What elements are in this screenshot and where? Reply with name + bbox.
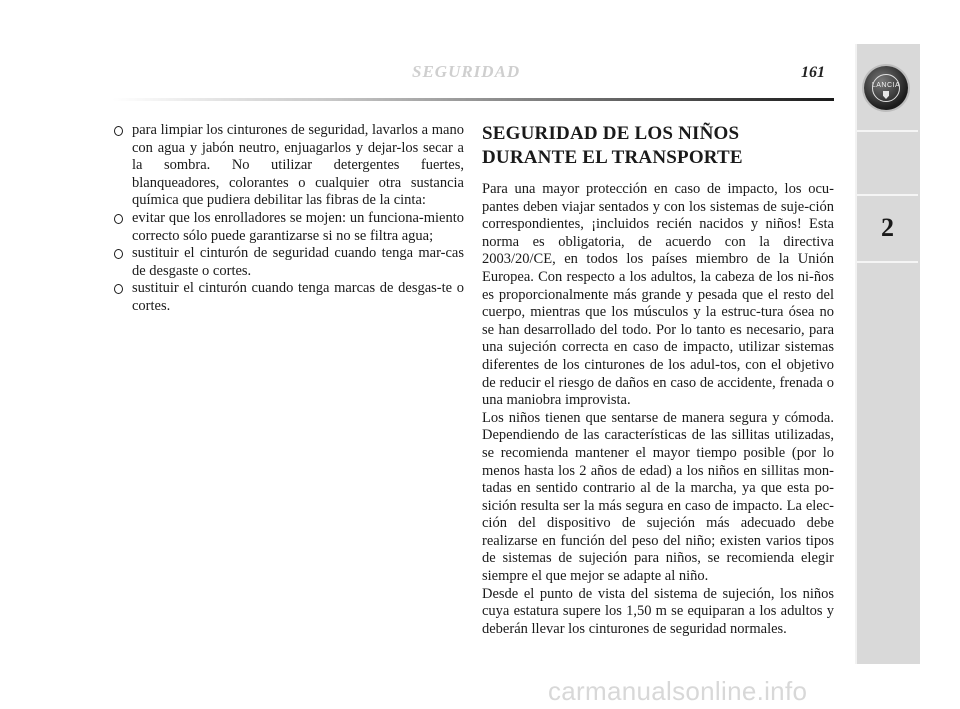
heading-line-1: SEGURIDAD DE LOS NIÑOS xyxy=(482,123,740,144)
circle-bullet-icon xyxy=(114,249,123,259)
left-column xyxy=(112,122,464,316)
list-item xyxy=(112,122,464,210)
chapter-tab[interactable]: 2 xyxy=(881,213,894,242)
list-item-text: para limpiar los cinturones de seguridad, lavarlos a mano con agua y jabón neutro, enjuagarlos y dejar-los secar a la sombra. No utilizar detergentes fuertes, blanqueadores, colorantes o cualquier otra sustancia química que pudiera debilitar las fibras de la cinta: xyxy=(132,122,464,209)
chapter-sidebar xyxy=(855,44,920,664)
list-item xyxy=(112,245,464,280)
body-paragraph: Los niños tienen que sentarse de manera segura y cómoda. Dependiendo de las características de las sillitas utilizadas, se recomienda mantener el mayor tiempo posible (por lo menos hasta los 2 años de edad) a los niños en sillitas mon-tadas en sentido contrario al de la marcha, ya que esta po-sición resulta ser la más segura en caso de impacto. La elec-ción del dispositivo de sujeción más adecuado debe realizarse en función del peso del niño; existen varios tipos de sistemas de sujeción para niños, se recomienda elegir siempre el que mejor se adapte al niño. xyxy=(482,409,834,585)
list-item-text: evitar que los enrolladores se mojen: un funciona-miento correcto sólo puede garantizarse si no se filtra agua; xyxy=(132,209,464,244)
list-item xyxy=(112,280,464,315)
watermark: carmanualsonline.info xyxy=(548,676,808,706)
right-column xyxy=(482,122,834,638)
lancia-logo-icon xyxy=(864,66,908,110)
circle-bullet-icon xyxy=(114,284,123,294)
heading-line-2: DURANTE EL TRANSPORTE xyxy=(482,147,743,168)
header-rule xyxy=(112,98,834,101)
list-item-text: sustituir el cinturón cuando tenga marcas de desgas-te o cortes. xyxy=(132,280,464,314)
list-item xyxy=(112,210,464,245)
circle-bullet-icon xyxy=(114,126,123,136)
logo-text: LANCIA xyxy=(871,82,901,89)
section-title: SEGURIDAD xyxy=(412,62,521,81)
page-number: 161 xyxy=(801,64,825,81)
body-paragraph: Para una mayor protección en caso de impacto, los ocu-pantes deben viajar sentados y con los sistemas de suje-ción correspondientes, ¡incluidos recién nacidos y niños! Esta norma es obligatoria, de acuerdo con la directiva 2003/20/CE, en todos los países miembro de la Unión Europea. Con respecto a los adultos, la cabeza de los ni-ños es proporcionalmente más grande y pesada que el resto del cuerpo, mientras que los músculos y la estruc-tura ósea no se han desarrollado del todo. Por lo tanto es necesario, para una sujeción correcta en caso de impacto, utilizar sistemas diferentes de los cinturones de los adul-tos, con el objetivo de reducir el riesgo de daños en caso de accidente, frenada o una maniobra improvista. xyxy=(482,181,834,409)
body-paragraph: Desde el punto de vista del sistema de sujeción, los niños cuya estatura supere los 1,50 m se equiparan a los adultos y deberán llevar los cinturones de seguridad normales. xyxy=(482,585,834,637)
sidebar-divider xyxy=(857,130,918,132)
sidebar-divider xyxy=(857,261,918,263)
section-heading xyxy=(482,122,834,170)
list-item-text: sustituir el cinturón de seguridad cuando tenga mar-cas de desgaste o cortes. xyxy=(132,245,464,279)
circle-bullet-icon xyxy=(114,214,123,224)
